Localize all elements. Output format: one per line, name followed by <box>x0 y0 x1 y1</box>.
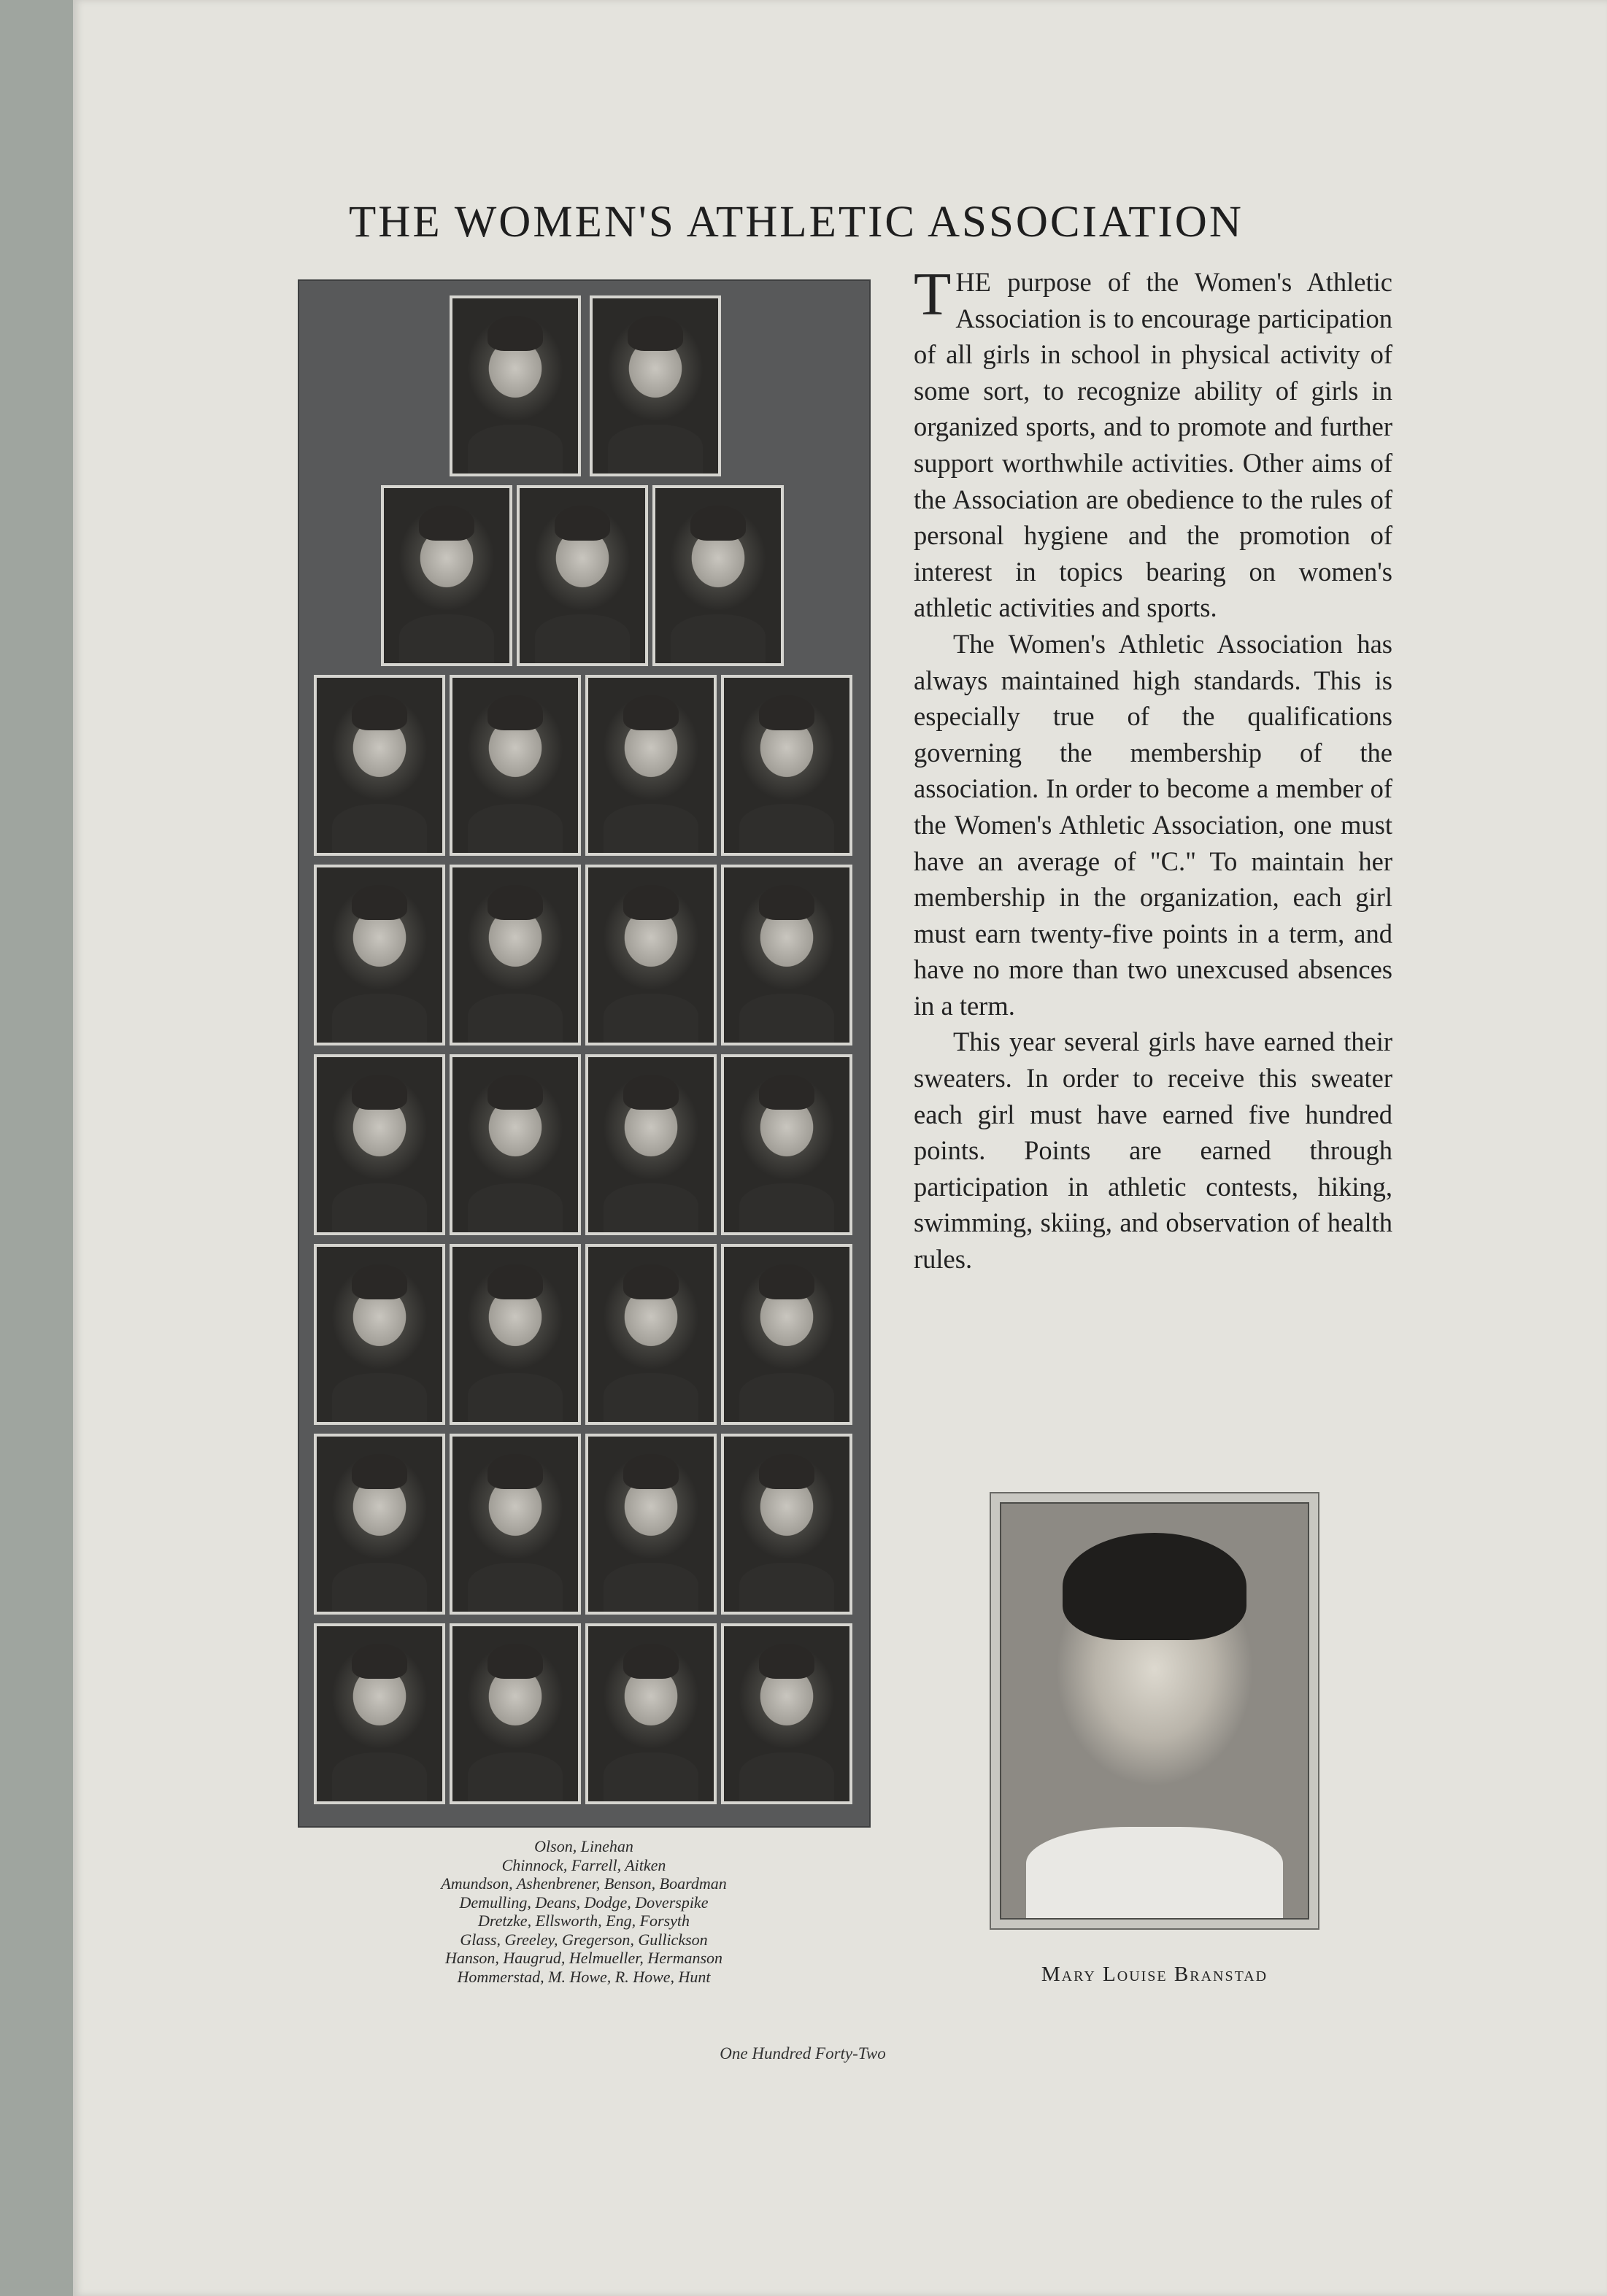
caption-line: Hommerstad, M. Howe, R. Howe, Hunt <box>457 1967 711 1986</box>
member-portrait <box>314 865 445 1045</box>
featured-portrait-name: Mary Louise Branstad <box>1041 1963 1268 1986</box>
member-portrait <box>585 1434 717 1615</box>
member-portrait <box>721 1244 852 1425</box>
member-portrait <box>652 485 784 666</box>
page-title: THE WOMEN'S ATHLETIC ASSOCIATION <box>349 198 1244 247</box>
caption-line: Dretzke, Ellsworth, Eng, Forsyth <box>477 1912 690 1930</box>
composite-caption <box>307 1837 861 1986</box>
member-portrait <box>517 485 648 666</box>
drop-cap: T <box>914 260 952 328</box>
member-portrait <box>314 1244 445 1425</box>
member-portrait <box>721 675 852 856</box>
member-portrait-composite <box>298 279 871 1828</box>
member-portrait <box>450 1623 581 1804</box>
member-portrait <box>590 295 721 476</box>
member-portrait <box>450 295 581 476</box>
paragraph-text: HE purpose of the Women's Athletic Association is to encourage participation of all girls in school in physical activity of some sort, to recognize ability of girls in organized sports, and to promote and further support worthwhile activities. Other aims of the Association are obedience to the rules of personal hygiene and the promotion of interest in topics bearing on women's athletic activities and sports. <box>914 267 1392 623</box>
member-portrait <box>450 1054 581 1235</box>
caption-line: Glass, Greeley, Gregerson, Gullickson <box>460 1930 708 1949</box>
article-body <box>914 260 1392 1278</box>
article-paragraph: The Women's Athletic Association has always maintained high standards. This is especially true of the qualifications governing the membership of the association. In order to become a member of the Women's Athletic Association, one must have an average of "C." To maintain her membership in the organization, each girl must earn twenty-five points in a term, and have no more than two unexcused absences in a term. <box>914 628 1392 1021</box>
member-portrait <box>381 485 512 666</box>
member-portrait <box>585 1623 717 1804</box>
member-portrait <box>721 1434 852 1615</box>
member-portrait <box>450 1434 581 1615</box>
article-paragraph <box>914 260 1392 626</box>
caption-line: Hanson, Haugrud, Helmueller, Hermanson <box>444 1949 723 1967</box>
featured-portrait-photo <box>1000 1502 1309 1920</box>
member-portrait <box>585 675 717 856</box>
featured-portrait <box>990 1492 1319 1930</box>
caption-line: Olson, Linehan <box>534 1837 633 1855</box>
member-portrait <box>721 1623 852 1804</box>
member-portrait <box>585 1054 717 1235</box>
page-number: One Hundred Forty-Two <box>720 2044 886 2063</box>
caption-line: Demulling, Deans, Dodge, Doverspike <box>459 1893 709 1912</box>
member-portrait <box>450 865 581 1045</box>
article-paragraph: This year several girls have earned their sweaters. In order to receive this sweater each girl must have earned five hundred points. Points are earned through participation in athletic contests, hiking, swimming, skiing, and observation of health rules. <box>914 1027 1392 1275</box>
caption-line: Amundson, Ashenbrener, Benson, Boardman <box>441 1874 727 1893</box>
member-portrait <box>585 1244 717 1425</box>
member-portrait <box>314 675 445 856</box>
caption-line: Chinnock, Farrell, Aitken <box>501 1855 666 1874</box>
member-portrait <box>585 865 717 1045</box>
member-portrait <box>314 1434 445 1615</box>
member-portrait <box>721 865 852 1045</box>
member-portrait <box>314 1623 445 1804</box>
member-portrait <box>721 1054 852 1235</box>
member-portrait <box>450 1244 581 1425</box>
member-portrait <box>314 1054 445 1235</box>
member-portrait <box>450 675 581 856</box>
